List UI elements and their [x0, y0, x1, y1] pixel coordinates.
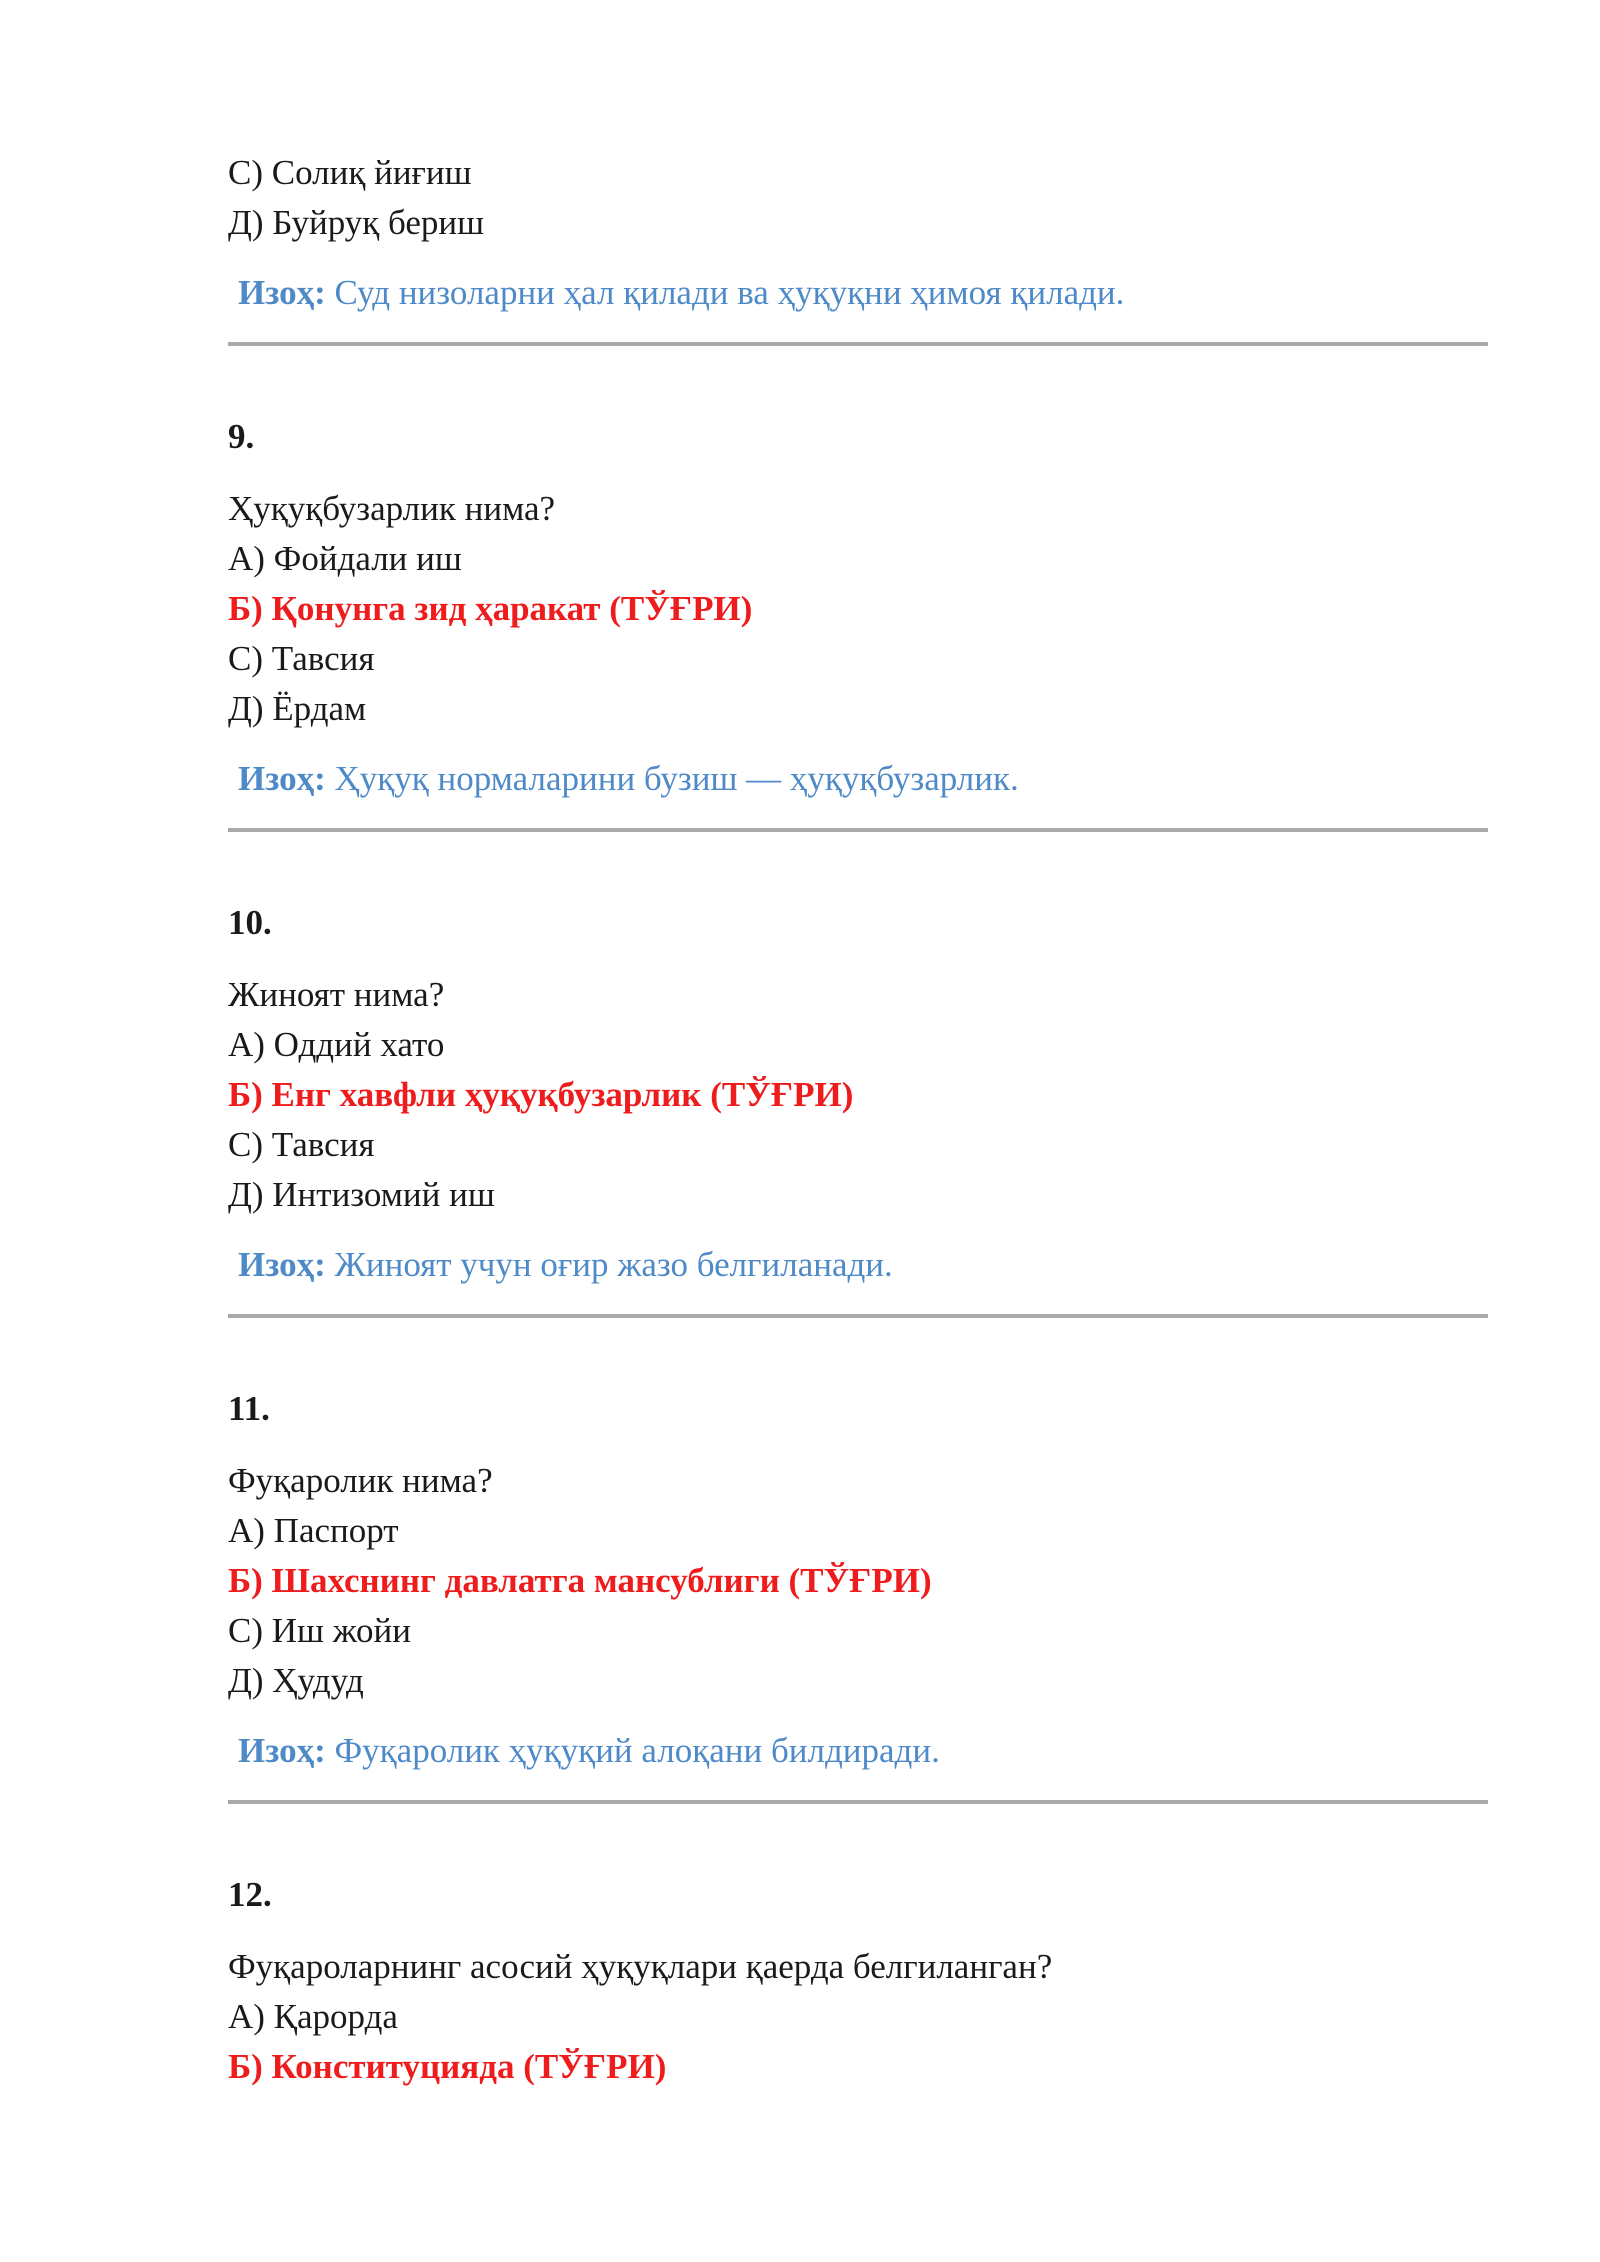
note-text: Ҳуқуқ нормаларини бузиш — ҳуқуқбузарлик.	[334, 759, 1019, 798]
correct-answer-option: Б) Қонунга зид ҳаракат (ТЎҒРИ)	[228, 589, 753, 628]
explanation-note	[238, 1726, 1488, 1776]
divider	[228, 828, 1488, 832]
answer-option: Д) Ёрдам	[228, 689, 367, 728]
question-block	[228, 1384, 1488, 1804]
question-number: 9.	[228, 417, 255, 456]
answer-option: А) Оддий хато	[228, 1025, 445, 1064]
answer-option: С) Тавсия	[228, 639, 375, 678]
question-text: Ҳуқуқбузарлик нима?	[228, 489, 556, 528]
note-text: Жиноят учун оғир жазо белгиланади.	[334, 1245, 893, 1284]
question-text: Фуқаролик нима?	[228, 1461, 493, 1500]
note-label: Изоҳ:	[238, 1245, 326, 1284]
answer-option: А) Қарорда	[228, 1997, 398, 2036]
answer-option: С) Тавсия	[228, 1125, 375, 1164]
note-text: Суд низоларни ҳал қилади ва ҳуқуқни ҳимоя қилади.	[334, 273, 1125, 312]
explanation-note	[238, 1240, 1488, 1290]
answer-option: С) Иш жойи	[228, 1611, 411, 1650]
correct-answer-option: Б) Шахснинг давлатга мансублиги (ТЎҒРИ)	[228, 1561, 932, 1600]
question-text: Жиноят нима?	[228, 975, 445, 1014]
question-block	[228, 1870, 1488, 2092]
correct-answer-option: Б) Конституцияда (ТЎҒРИ)	[228, 2047, 667, 2086]
question-number: 12.	[228, 1875, 272, 1914]
correct-answer-option: Б) Енг хавфли ҳуқуқбузарлик (ТЎҒРИ)	[228, 1075, 854, 1114]
explanation-note	[238, 268, 1488, 318]
answer-option: Д) Ҳудуд	[228, 1661, 364, 1700]
divider	[228, 1800, 1488, 1804]
answer-option: А) Фойдали иш	[228, 539, 462, 578]
question-block	[228, 412, 1488, 832]
note-text: Фуқаролик ҳуқуқий алоқани билдиради.	[334, 1731, 940, 1770]
divider	[228, 342, 1488, 346]
note-label: Изоҳ:	[238, 759, 326, 798]
question-number: 11.	[228, 1389, 270, 1428]
note-label: Изоҳ:	[238, 1731, 326, 1770]
answer-option: Д) Интизомий иш	[228, 1175, 495, 1214]
answer-option: Д) Буйруқ бериш	[228, 203, 485, 242]
note-label: Изоҳ:	[238, 273, 326, 312]
answer-option: А) Паспорт	[228, 1511, 399, 1550]
question-text: Фуқароларнинг асосий ҳуқуқлари қаерда белгиланган?	[228, 1947, 1053, 1986]
question-number: 10.	[228, 903, 272, 942]
explanation-note	[238, 754, 1488, 804]
question-block-partial	[228, 148, 1488, 346]
answer-option: С) Солиқ йиғиш	[228, 153, 472, 192]
question-block	[228, 898, 1488, 1318]
divider	[228, 1314, 1488, 1318]
document-page	[228, 148, 1488, 2092]
